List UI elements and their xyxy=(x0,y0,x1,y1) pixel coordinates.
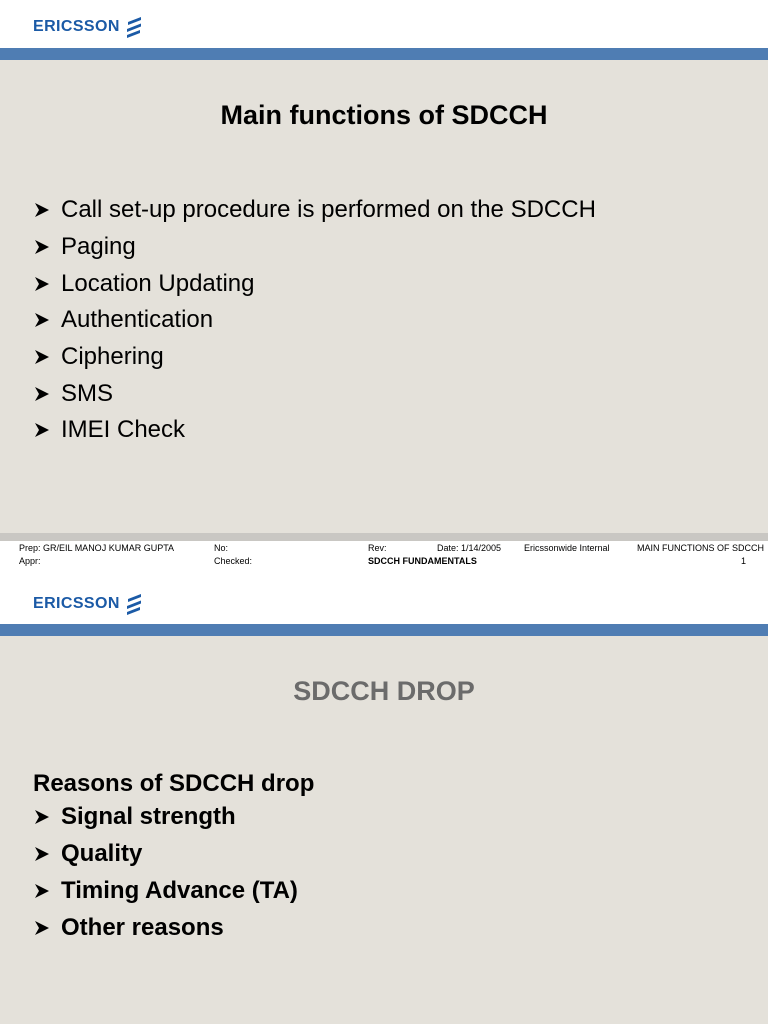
bullet-text: Quality xyxy=(61,840,143,868)
bullet-text: Timing Advance (TA) xyxy=(61,876,298,904)
arrowhead-bullet-icon xyxy=(33,201,51,219)
bullet-text: Other reasons xyxy=(61,913,224,941)
bullet-text: Signal strength xyxy=(61,803,236,831)
arrowhead-bullet-icon xyxy=(33,882,51,900)
arrowhead-bullet-icon xyxy=(33,238,51,256)
slide-content xyxy=(0,60,768,533)
arrowhead-bullet-icon xyxy=(33,311,51,329)
slide-content xyxy=(0,636,768,1024)
list-item xyxy=(33,192,596,229)
list-item xyxy=(33,836,298,873)
logo-wordmark: ERICSSON xyxy=(33,18,120,35)
footer-page-number: 1 xyxy=(740,556,746,566)
arrowhead-bullet-icon xyxy=(33,808,51,826)
list-item xyxy=(33,265,596,302)
bullet-text: Authentication xyxy=(61,306,214,334)
logo-wordmark: ERICSSON xyxy=(33,595,120,612)
arrowhead-bullet-icon xyxy=(33,385,51,403)
list-item xyxy=(33,412,596,449)
ericsson-logo xyxy=(33,16,143,38)
footer-date: Date: 1/14/2005 xyxy=(437,543,502,553)
list-item xyxy=(33,302,596,339)
footer-subject: SDCCH FUNDAMENTALS xyxy=(368,556,477,566)
ericsson-logo xyxy=(33,593,143,615)
header-band xyxy=(0,0,768,48)
arrowhead-bullet-icon xyxy=(33,919,51,937)
content-bottom-rule xyxy=(0,533,768,541)
footer-prep: Prep: GR/EIL MANOJ KUMAR GUPTA xyxy=(19,543,175,553)
bullet-text: SMS xyxy=(61,379,114,407)
bullet-text: Paging xyxy=(61,233,136,261)
arrowhead-bullet-icon xyxy=(33,845,51,863)
list-item xyxy=(33,873,298,910)
list-item xyxy=(33,339,596,376)
arrowhead-bullet-icon xyxy=(33,275,51,293)
bullet-text: Location Updating xyxy=(61,269,255,297)
ericsson-stripes-icon xyxy=(125,593,143,615)
bullet-text: Ciphering xyxy=(61,343,164,371)
list-item xyxy=(33,375,596,412)
footer-appr: Appr: xyxy=(19,556,41,566)
slide-subheading: Reasons of SDCCH drop xyxy=(33,770,315,797)
footer-no: No: xyxy=(214,543,229,553)
bullet-list xyxy=(33,192,596,449)
bullet-text: Call set-up procedure is performed on the SDCCH xyxy=(61,196,596,224)
slide-title: SDCCH DROP xyxy=(293,676,475,706)
list-item xyxy=(33,229,596,266)
footer-checked: Checked: xyxy=(214,556,253,566)
bullet-list xyxy=(33,799,298,946)
slide-sdcch-drop xyxy=(0,577,768,1024)
document-footer xyxy=(0,541,768,577)
arrowhead-bullet-icon xyxy=(33,348,51,366)
footer-rev: Rev: xyxy=(368,543,387,553)
arrowhead-bullet-icon xyxy=(33,421,51,439)
header-rule xyxy=(0,624,768,636)
header-rule xyxy=(0,48,768,60)
bullet-text: IMEI Check xyxy=(61,416,186,444)
footer-classification: Ericssonwide Internal xyxy=(524,543,610,553)
ericsson-stripes-icon xyxy=(125,16,143,38)
footer-doc-title: MAIN FUNCTIONS OF SDCCH xyxy=(637,543,764,553)
slide-title: Main functions of SDCCH xyxy=(220,100,548,130)
list-item xyxy=(33,909,298,946)
list-item xyxy=(33,799,298,836)
header-band xyxy=(0,577,768,624)
